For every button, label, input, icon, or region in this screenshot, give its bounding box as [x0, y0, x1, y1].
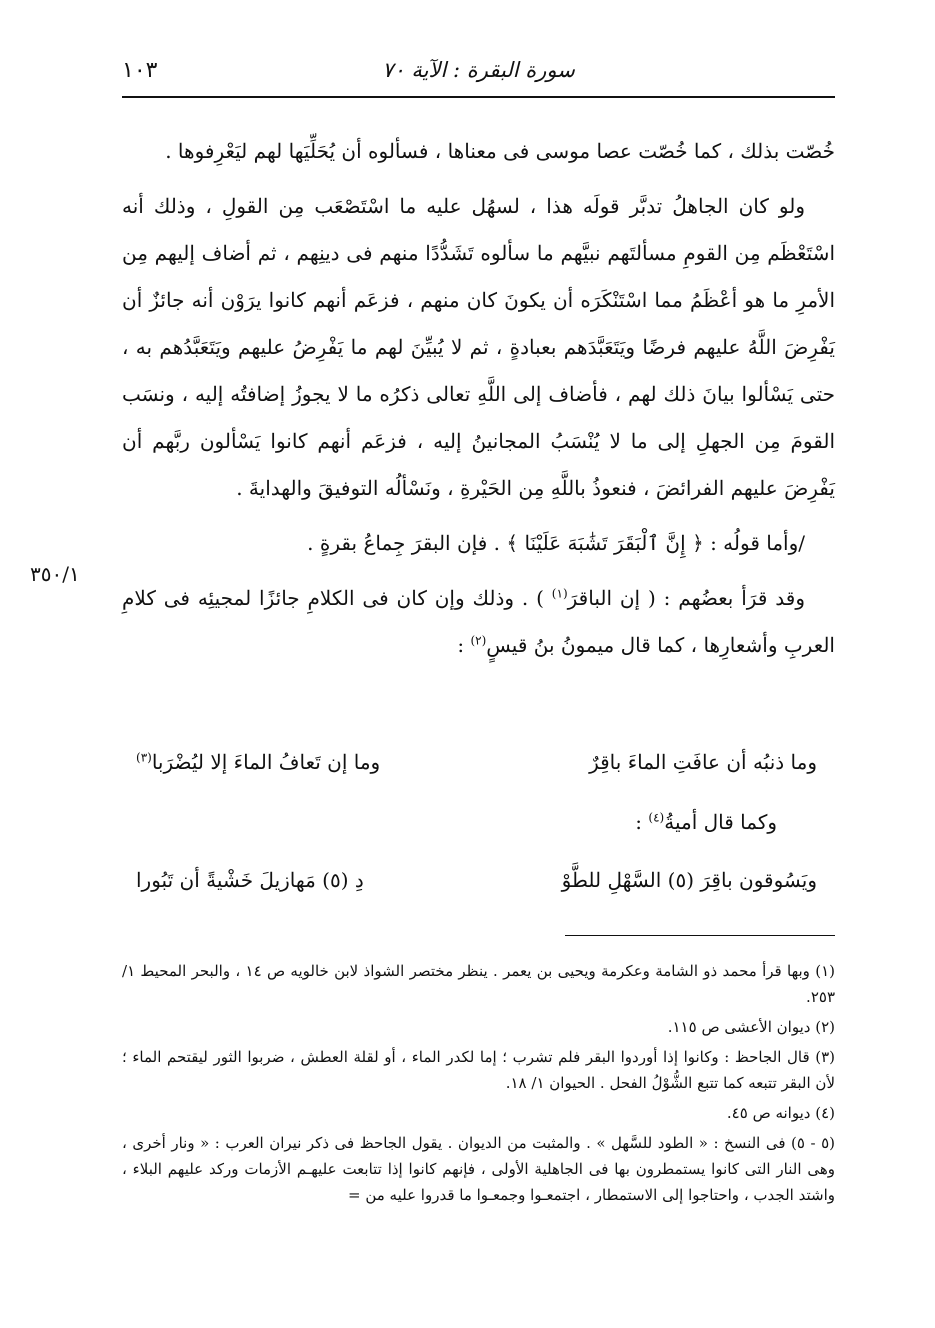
footnote-divider: [565, 935, 835, 936]
paragraph-4-part-2: ) . وذلك وإن كان فى الكلامِ جائزًا لمجيئِه فى كلامِ العربِ وأشعارِها ، كما قال ميمونُ بنُ قيسٍ: [122, 586, 835, 657]
paragraph-2: ولو كان الجاهلُ تدبَّر قولَه هذا ، لسهُل عليه ما اسْتَصْعَب مِن القولِ ، وذلك أنه اسْتَعْظَم مِن القومِ مسألتَهم نبيَّهم ما سألوه تَشَدُّدًا منهم فى دينِهم ، ثم أضاف إليهم مِن الأمرِ ما هو أعْظَمُ مما اسْتَنْكَرَه أن يكونَ كان منهم ، فزعَم أنهم كانوا يرَوْن أنه جائزٌ أن يَفْرِضَ اللَّهُ عليهم فرضًا ويَتَعَبَّدَهم بعبادةٍ ، ثم لا يُبيِّنَ لهم ما يَفْرِضُ عليهم ويَتَعَبَّدُهم به ، حتى يَسْألوا بيانَ ذلك لهم ، فأضاف إلى اللَّهِ تعالى ذكرُه ما لا يجوزُ إضافتُه إليه ، ونسَب القومَ مِن الجهلِ إلى ما لا يُنْسَبُ المجانينُ إليه ، فزعَم أنهم كانوا يَسْألون ربَّهم أن يَفْرِضَ عليهم الفرائضَ ، فنعوذُ باللَّهِ مِن الحَيْرةِ ، ونَسْألُه التوفيقَ والهدايةَ .: [122, 194, 835, 500]
verse-1-second-hemistich: [136, 740, 380, 784]
running-title: سورة البقرة : الآية ٧٠: [382, 58, 575, 82]
footnote-ref-1: (١): [551, 586, 568, 601]
page-header: [122, 50, 835, 94]
main-text: [122, 128, 835, 669]
footnote-2: (٢) ديوان الأعشى ص ١١٥.: [667, 1018, 835, 1036]
footnote-5: (٥ - ٥) فى النسخ : « الطود للسَّهل » . والمثبت من الديوان . يقول الجاحظ فى ذكر نيران العرب : « ونار أخرى ، وهى النار التى كانوا يستمطرون بها فى الجاهلية الأولى ، فإنهم كانوا إذا تتابعت عليهـم الأزمات وركد عليهم البلاء ، واشتد الجدب ، واحتاجوا إلى الاستمطار ، اجتمعـوا وجمعـوا ما قدروا عليه من =: [122, 1134, 835, 1204]
header-divider: [122, 96, 835, 98]
verse-1-second-hemistich-text: وما إن تَعافُ الماءَ إلا ليُضْرَبا: [151, 750, 381, 774]
paragraph-3-quran-quote: /وأما قولُه : ﴿ إِنَّ ٱلْبَقَرَ تَشَٰبَهَ عَلَيْنَا ﴾ . فإن البقرَ جِماعُ بقرةٍ .: [307, 531, 805, 555]
footnote-ref-4: (٤): [648, 810, 665, 825]
paragraph-4: [122, 575, 835, 669]
footnote-3: (٣) قال الجاحظ : وكانوا إذا أوردوا البقر فلم تشرب ؛ إما لكدر الماء ، أو لقلة العطش ، ضربوا الثور ليقتحم الماء ؛ لأن البقر تتبعه كما تتبع الشُّوْلُ الفحل . الحيوان ١/ ١٨.: [122, 1048, 835, 1092]
verse-intro-colon: :: [635, 810, 643, 834]
footnote-ref-3: (٣): [136, 750, 152, 765]
footnote-ref-2: (٢): [470, 633, 487, 648]
paragraph-4-colon: :: [457, 633, 465, 657]
footnote-4: (٤) ديوانه ص ٤٥.: [726, 1104, 835, 1122]
verse-2-first-hemistich: ويَسُوقون باقِرَ (٥) السَّهْلِ للطَّوْ: [561, 868, 817, 892]
verse-1-first-hemistich: وما ذنبُه أن عافَتِ الماءَ باقِرٌ: [589, 750, 817, 774]
verse-intro-text: وكما قال أميةُ: [664, 810, 777, 834]
footnotes-section: [122, 958, 835, 1212]
page-number: ١٠٣: [122, 58, 158, 83]
verse-2-second-hemistich: دِ (٥) مَهازيلَ خَشْيةً أن تَبُورا: [136, 868, 364, 892]
paragraph-1: خُصّت بذلك ، كما خُصّت عصا موسى فى معناها ، فسألوه أن يُحَلِّيَها لهم ليَعْرِفوها .: [165, 139, 835, 163]
footnote-1: (١) وبها قرأ محمد ذو الشامة وعكرمة ويحيى بن يعمر . ينظر مختصر الشواذ لابن خالويه ص ١٤ ، والبحر المحيط ١/ ٢٥٣.: [122, 962, 835, 1006]
paragraph-4-part-1: وقد قرَأ بعضُهم : ( إن الباقرَ: [567, 586, 805, 610]
margin-volume-reference: ٣٥٠/١: [30, 562, 80, 586]
verse-2-introduction: [122, 800, 835, 844]
